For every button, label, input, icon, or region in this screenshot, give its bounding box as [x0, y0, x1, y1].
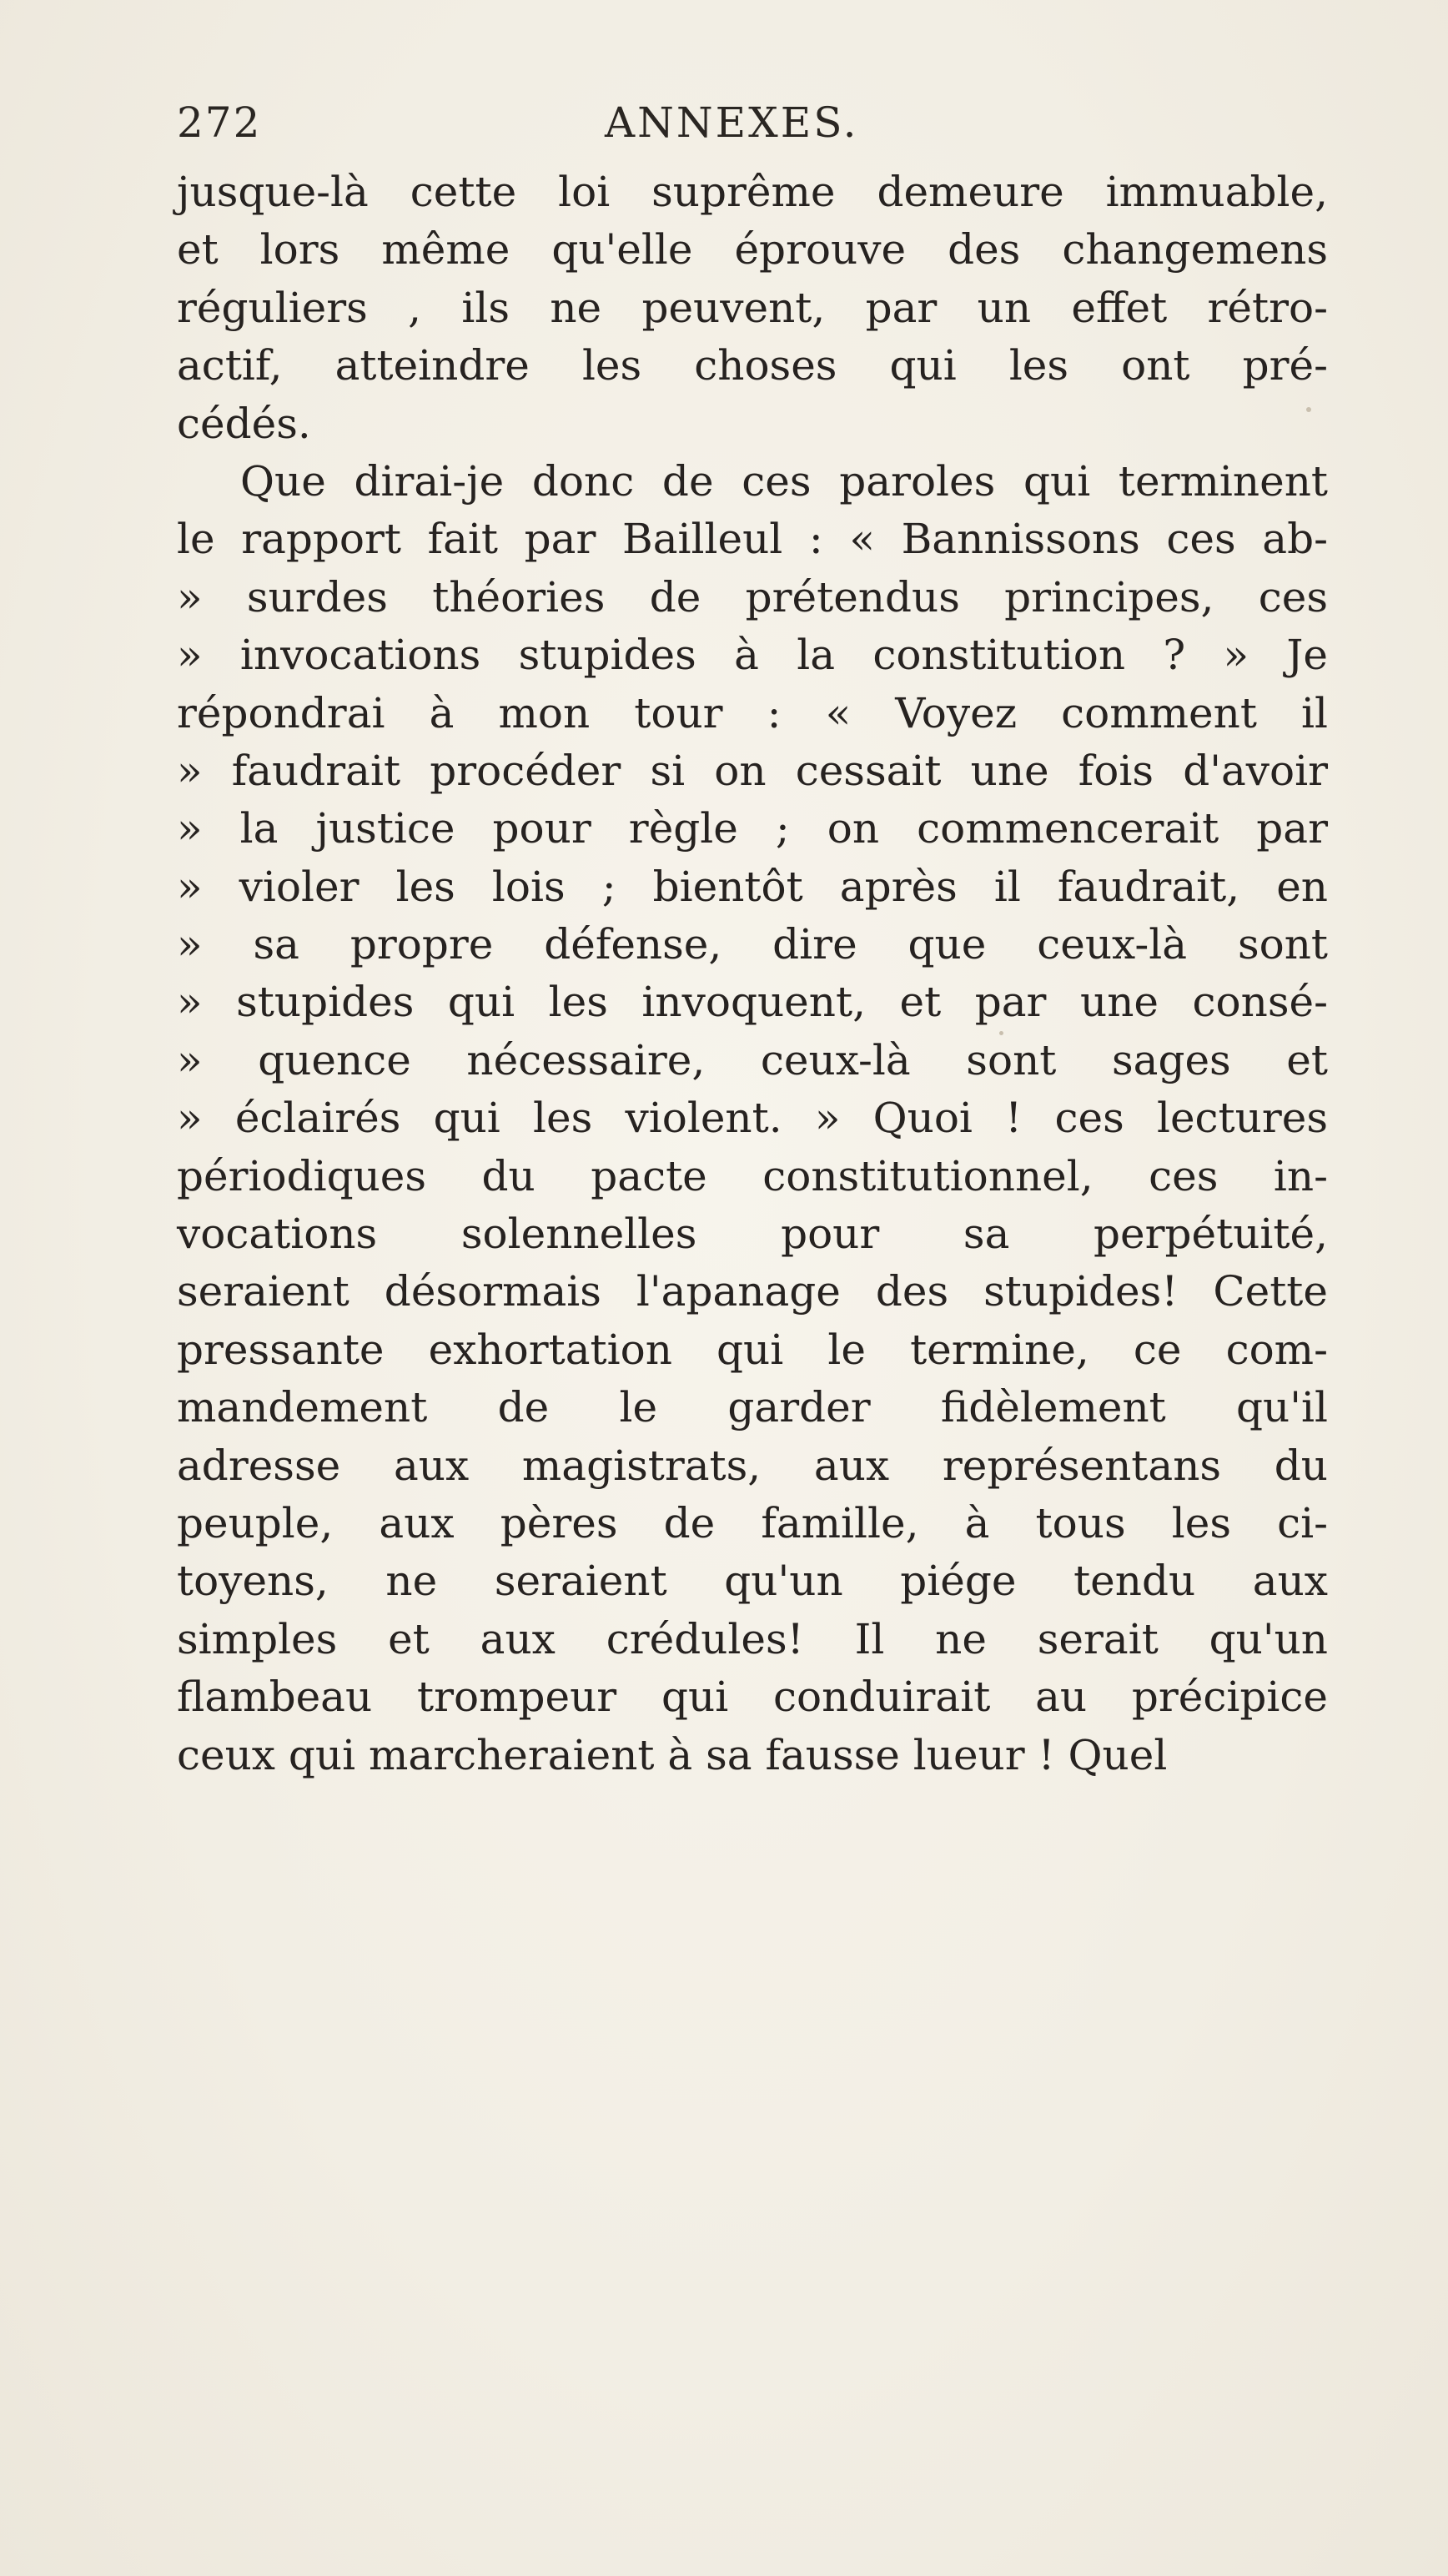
paper-speck	[1306, 407, 1311, 412]
text-line: répondrai à mon tour : « Voyez comment il	[177, 688, 1328, 737]
text-line: pressante exhortation qui le termine, ce com-	[177, 1325, 1328, 1374]
paper-speck	[999, 1031, 1003, 1035]
text-line: adresse aux magistrats, aux représentans du	[177, 1441, 1328, 1490]
text-line: ceux qui marcheraient à sa fausse lueur ! Quel	[177, 1730, 1168, 1779]
text-line: simples et aux crédules! Il ne serait qu'un	[177, 1614, 1328, 1663]
text-line: réguliers , ils ne peuvent, par un effet rétro-	[177, 283, 1328, 332]
text-line: mandement de le garder fidèlement qu'il	[177, 1383, 1328, 1432]
text-line: vocations solennelles pour sa perpétuité,	[177, 1210, 1328, 1259]
text-line: » quence nécessaire, ceux-là sont sages et	[177, 1035, 1328, 1084]
text-line: peuple, aux pères de famille, à tous les ci-	[177, 1498, 1328, 1547]
running-head: ANNEXES.	[605, 98, 859, 147]
text-line: le rapport fait par Bailleul : « Bannissons ces ab-	[177, 515, 1328, 564]
text-line: » éclairés qui les violent. » Quoi ! ces lectures	[177, 1094, 1328, 1143]
text-line: » violer les lois ; bientôt après il faudrait, en	[177, 862, 1328, 911]
text-line: » faudrait procéder si on cessait une fois d'avoir	[177, 746, 1328, 795]
text-line: » sa propre défense, dire que ceux-là sont	[177, 920, 1328, 969]
text-line: » stupides qui les invoquent, et par une consé-	[177, 978, 1328, 1027]
text-line: cédés.	[177, 399, 311, 448]
text-line: » invocations stupides à la constitution ? » Je	[177, 631, 1328, 680]
text-line: seraient désormais l'apanage des stupides! Cette	[177, 1267, 1328, 1316]
text-line: périodiques du pacte constitutionnel, ces in-	[177, 1151, 1328, 1200]
page-header	[177, 98, 1328, 157]
text-line: » surdes théories de prétendus principes, ces	[177, 572, 1328, 621]
text-line: actif, atteindre les choses qui les ont pré-	[177, 341, 1328, 390]
text-line: jusque-là cette loi suprême demeure immuable,	[177, 168, 1328, 216]
body-text	[177, 164, 1328, 1784]
text-line: et lors même qu'elle éprouve des changemens	[177, 225, 1328, 274]
text-line: toyens, ne seraient qu'un piége tendu aux	[177, 1557, 1328, 1606]
text-line: flambeau trompeur qui conduirait au précipice	[177, 1673, 1328, 1722]
text-line: » la justice pour règle ; on commencerait par	[177, 804, 1328, 853]
page-number: 272	[177, 98, 262, 147]
text-line: Que dirai-je donc de ces paroles qui terminent	[240, 456, 1328, 506]
